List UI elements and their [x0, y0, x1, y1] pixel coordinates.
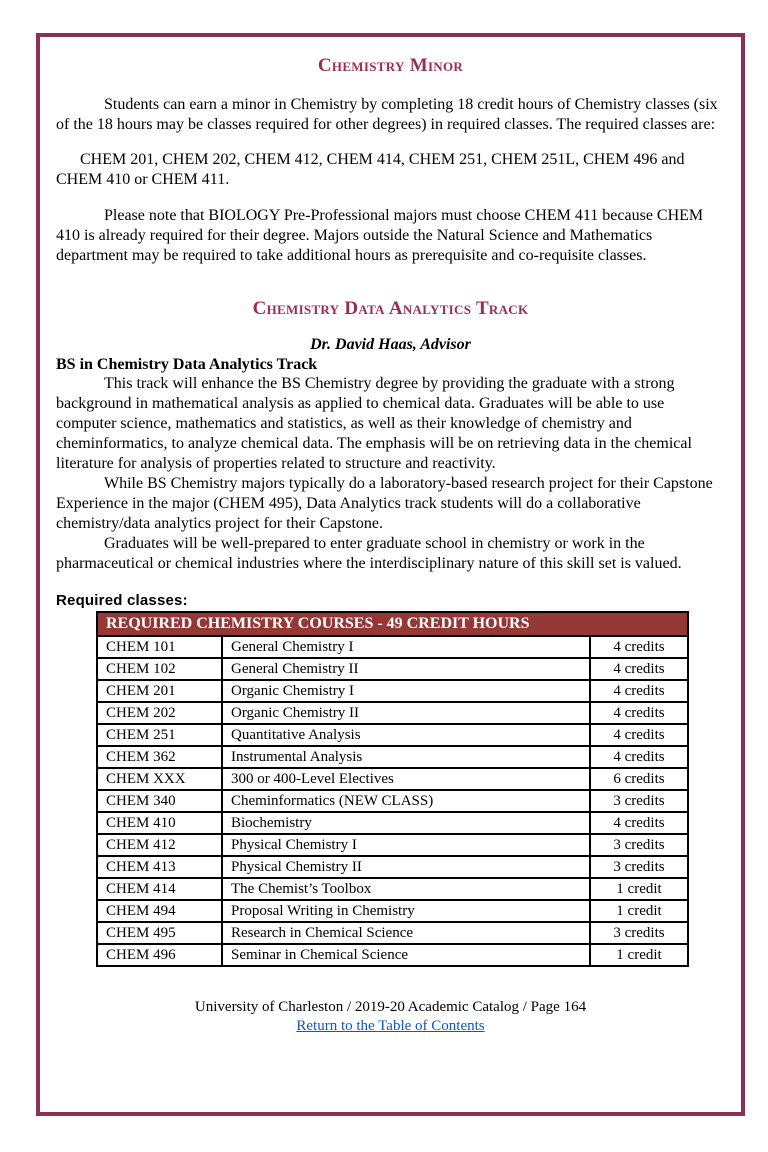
course-code: CHEM 362 [97, 746, 222, 768]
course-code: CHEM 101 [97, 636, 222, 658]
course-credits: 3 credits [590, 856, 688, 878]
track-overview-paragraph: This track will enhance the BS Chemistry degree by providing the graduate with a strong background in mathematical analysis as applied to chemical data. Graduates will be able to use computer science, mathematics and statistics, as well as their knowledge of chemistry and cheminformatics, to analyze chemical data. The emphasis will be on retrieving data in the chemical literature for analysis of properties related to structure and reactivity. [56, 375, 692, 472]
required-courses-table [96, 611, 689, 967]
course-code: CHEM 494 [97, 900, 222, 922]
course-credits: 6 credits [590, 768, 688, 790]
footer-link-line [56, 1018, 725, 1035]
return-to-toc-link[interactable]: Return to the Table of Contents [296, 1018, 485, 1034]
table-row [97, 724, 688, 746]
course-title: Proposal Writing in Chemistry [222, 900, 590, 922]
course-credits: 4 credits [590, 658, 688, 680]
course-credits: 4 credits [590, 636, 688, 658]
course-title: General Chemistry II [222, 658, 590, 680]
course-code: CHEM 251 [97, 724, 222, 746]
track-outcome-paragraph: Graduates will be well-prepared to enter graduate school in chemistry or work in the pharmaceutical or chemical industries where the interdisciplinary nature of this skill set is valued. [56, 535, 682, 572]
table-row [97, 702, 688, 724]
course-code: CHEM 412 [97, 834, 222, 856]
course-code: CHEM 410 [97, 812, 222, 834]
course-code: CHEM 495 [97, 922, 222, 944]
table-row [97, 878, 688, 900]
course-title: Seminar in Chemical Science [222, 944, 590, 966]
footer-catalog-line: University of Charleston / 2019-20 Academic Catalog / Page 164 [194, 999, 587, 1015]
minor-intro-paragraph: Students can earn a minor in Chemistry by completing 18 credit hours of Chemistry classes (six of the 18 hours may be classes required for other degrees) in required classes. The required classes are: [56, 96, 718, 133]
course-code: CHEM 413 [97, 856, 222, 878]
course-title: Organic Chemistry II [222, 702, 590, 724]
course-title: Research in Chemical Science [222, 922, 590, 944]
table-row [97, 922, 688, 944]
course-credits: 3 credits [590, 790, 688, 812]
required-classes-label: Required classes: [56, 592, 188, 609]
minor-course-list-paragraph: CHEM 201, CHEM 202, CHEM 412, CHEM 414, CHEM 251, CHEM 251L, CHEM 496 and CHEM 410 or CHEM 411. [56, 151, 685, 188]
table-row [97, 768, 688, 790]
course-title: Instrumental Analysis [222, 746, 590, 768]
table-row [97, 834, 688, 856]
course-code: CHEM 414 [97, 878, 222, 900]
course-credits: 4 credits [590, 746, 688, 768]
course-code: CHEM 496 [97, 944, 222, 966]
course-title: Organic Chemistry I [222, 680, 590, 702]
course-code: CHEM 201 [97, 680, 222, 702]
page-content [40, 37, 741, 1035]
table-row [97, 636, 688, 658]
table-row [97, 658, 688, 680]
table-header-row [97, 612, 688, 636]
advisor-line: Dr. David Haas, Advisor [310, 336, 471, 353]
course-credits: 3 credits [590, 922, 688, 944]
course-credits: 4 credits [590, 702, 688, 724]
table-row [97, 680, 688, 702]
course-credits: 4 credits [590, 680, 688, 702]
table-row [97, 790, 688, 812]
course-code: CHEM XXX [97, 768, 222, 790]
data-analytics-track-heading: Chemistry Data Analytics Track [252, 298, 529, 319]
table-row [97, 812, 688, 834]
course-credits: 1 credit [590, 878, 688, 900]
course-title: 300 or 400-Level Electives [222, 768, 590, 790]
course-code: CHEM 202 [97, 702, 222, 724]
track-capstone-paragraph: While BS Chemistry majors typically do a laboratory-based research project for their Capstone Experience in the major (CHEM 495), Data Analytics track students will do a collaborative chemistry/data analytics project for their Capstone. [56, 475, 713, 532]
course-code: CHEM 102 [97, 658, 222, 680]
table-row [97, 944, 688, 966]
minor-note-paragraph: Please note that BIOLOGY Pre-Professional majors must choose CHEM 411 because CHEM 410 is already required for their degree. Majors outside the Natural Science and Mathematics department may be required to take additional hours as prerequisite and co-requisite classes. [56, 207, 704, 264]
course-credits: 4 credits [590, 812, 688, 834]
chemistry-minor-heading: Chemistry Minor [317, 55, 464, 76]
course-credits: 1 credit [590, 900, 688, 922]
course-credits: 1 credit [590, 944, 688, 966]
course-title: Physical Chemistry II [222, 856, 590, 878]
course-code: CHEM 340 [97, 790, 222, 812]
course-credits: 3 credits [590, 834, 688, 856]
bs-track-subtitle: BS in Chemistry Data Analytics Track [56, 356, 318, 373]
course-credits: 4 credits [590, 724, 688, 746]
table-row [97, 900, 688, 922]
course-title: Biochemistry [222, 812, 590, 834]
table-row [97, 746, 688, 768]
course-title: Physical Chemistry I [222, 834, 590, 856]
page-border-frame [36, 33, 745, 1116]
course-title: Cheminformatics (NEW CLASS) [222, 790, 590, 812]
course-title: General Chemistry I [222, 636, 590, 658]
table-row [97, 856, 688, 878]
course-title: The Chemist’s Toolbox [222, 878, 590, 900]
table-header-cell: REQUIRED CHEMISTRY COURSES - 49 CREDIT HOURS [97, 612, 688, 636]
course-title: Quantitative Analysis [222, 724, 590, 746]
